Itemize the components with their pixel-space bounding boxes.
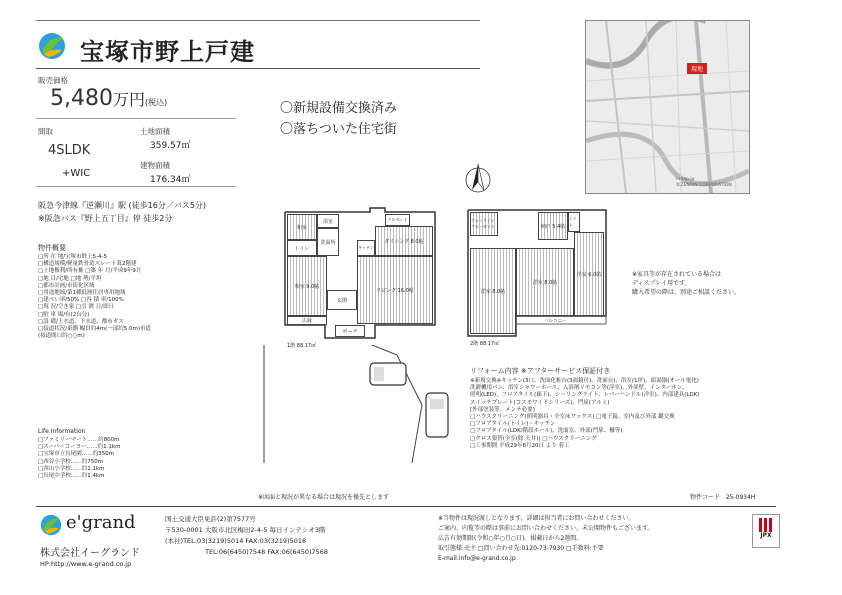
room-1f-living: リビング 16.0帖	[357, 256, 433, 324]
overview-heading: 物件概要	[38, 244, 66, 252]
overview-list	[38, 254, 268, 340]
reform-line: [外部塗装等、メンテ必要]	[470, 406, 535, 413]
doc-code-value: 25-0934H	[725, 494, 756, 501]
room-2f-toilet: トイレ	[568, 212, 580, 232]
site-plan	[262, 345, 462, 465]
doc-code	[690, 494, 755, 501]
life-info-item: □西山小学校……約1.1km	[38, 465, 105, 472]
overview-row: □構造規模/軽量鉄骨造スレート葺2階建	[38, 261, 137, 268]
logo-icon	[38, 32, 66, 60]
jpx-badge	[752, 514, 780, 548]
page-title: 宝塚市野上戸建	[80, 38, 255, 66]
life-info-item: □西谷小学校……約750m	[38, 458, 104, 465]
room-1f-closet: クロゼット	[385, 214, 410, 226]
balcony-label: バルコニー	[544, 319, 567, 324]
company-license: 国土交通大臣免許(2)第7577号	[165, 515, 256, 523]
map-marker: 現地	[687, 63, 707, 74]
highlight-1: 〇新規設備交換済み	[280, 101, 398, 116]
map-credit-site: i-map.jp	[676, 177, 695, 182]
price-value: 5,480	[50, 86, 113, 111]
overview-row: □駐 車 場/有(2台分)	[38, 311, 90, 318]
room-1f-porch: ポーチ	[335, 325, 365, 337]
highlight-2: 〇落ちついた住宅街	[280, 122, 397, 137]
reform-line: ※新規交換※キッチン(3口、洗面化粧台(3面鏡付)、洗面台)、浴室(1坪)、給湯器(オール電化)	[470, 378, 699, 384]
access-bus: ※阪急バス『野上五丁目』停 徒歩2分	[38, 214, 173, 223]
room-1f-toilet: トイレ	[287, 240, 317, 256]
title-topline	[36, 20, 480, 21]
layout-extra: +WIC	[62, 168, 91, 179]
reform-line: □フロアタイル(LDK/階段ホール)、洗面室、外部(門扉、柵等)	[470, 428, 623, 435]
jpx-label: JPX	[760, 532, 772, 539]
room-1f-kitchen: キッチン	[357, 240, 375, 256]
footer-note: ※当物件は現況渡しとなります。詳細は担当者にお問い合わせください。	[438, 515, 635, 522]
floorplan-note: ※家具等が存在されている場合は ディスプレイ用です。 購入希望の際は、別途ご相談ください。	[632, 271, 741, 296]
floorplan-2f-label: 2階 88.17㎡	[470, 341, 500, 347]
site-plan-drawing	[262, 345, 462, 465]
doc-code-label: 物件コード	[690, 494, 721, 501]
room-2f-wic: ウォークインクローゼット	[470, 212, 498, 236]
jpx-icon	[759, 518, 773, 532]
building-area-label: 建物面積	[140, 161, 170, 170]
room-2f-western-3: 洋室 6.0帖	[574, 232, 604, 316]
footer-notes	[438, 514, 738, 564]
price-tax: (税込)	[145, 98, 168, 107]
life-info-list	[38, 437, 138, 480]
floorplan-2f	[466, 208, 626, 348]
overview-row: □地 目/宅地 □地 勢/平坦	[38, 275, 102, 282]
life-info-item: □宝塚市立長尾園……約350m	[38, 451, 115, 458]
room-1f-engawa: 広縁	[287, 316, 327, 325]
overview-row: □接道状況/東側 幅員約4m(一部約5.0m)市道	[38, 326, 152, 333]
price	[50, 86, 167, 111]
layout-label: 間取	[38, 127, 53, 136]
building-area-value: 176.34㎡	[150, 175, 191, 185]
reform-line: □フロアタイル(トイレ)・キッチン	[470, 421, 556, 428]
land-area-label: 土地面積	[140, 127, 170, 136]
company-branch: TEL:06(6450)7548 FAX:06(6450)7568	[205, 548, 329, 556]
overview-row: □現 況/空き家 □引 渡 日/即日	[38, 304, 115, 311]
life-info-item: □スーパーコーヨー……約1.1km	[38, 444, 121, 451]
reform-line: 洗濯機用パン、浴室シャワーホース、入浴剤リモコン等(洋室)、外部壁、インターホン、	[470, 385, 688, 392]
overview-row: □所 在 地/宝塚市野上5-4-5	[38, 254, 108, 260]
map-credit: ©ZENRIN CORPORATION	[676, 183, 732, 188]
layout-value: 4SLDK	[48, 143, 91, 158]
overview-row: □都市計画/市街化区域	[38, 282, 95, 289]
company-logo-icon	[40, 514, 62, 536]
reform-line: □工事期間 平成29年6月20日 より 着工	[470, 442, 570, 449]
room-2f-western-1: 洋室 8.0帖	[470, 248, 516, 334]
footer-note: 取引態様:売主 □問い合わせ先:0120-73-7930 □手数料:不要	[438, 545, 604, 552]
access-station: 阪急今津線『逆瀬川』駅 (徒歩16分／バス5分)	[38, 201, 207, 210]
overview-row: □設 備/上水道、下水道、都市ガス	[38, 318, 124, 325]
reform-heading: リフォーム内容 ※アフターサービス保証付き	[470, 367, 611, 375]
area-divider	[36, 186, 236, 187]
room-1f-dining: ダイニング 8.0帖	[375, 226, 433, 256]
life-info-item: □ファミリーマート……約800m	[38, 437, 120, 443]
company-address: 〒530-0001 大阪市北区梅田2-4-5 毎日インテシオ3階	[165, 526, 326, 534]
floorplan-disclaimer: ※図面と現況が異なる場合は現況を優先とします	[258, 494, 390, 501]
reform-line: 照明(LED)、フロアタイル(廊下)、シーリングライト、レバーハンドル(洋室)、内部建具(LDK)	[470, 392, 700, 399]
overview-row: □土地権利/所有権 □築 年 月/平成9年9月	[38, 268, 142, 275]
company-brand: e'grand	[66, 512, 136, 533]
overview-row: (接道間口約○○m)	[38, 333, 85, 340]
room-1f-washitsu-9: 和室 9.0帖	[287, 256, 327, 316]
footer-note: ご案内、内覧等の際は事前にお問い合わせください。未公開物件もございます。	[438, 525, 654, 532]
floorplan-1f	[265, 190, 455, 349]
footer-note: E-mail:info@e-grand.co.jp	[438, 555, 516, 562]
footer-note: 広告有効期限(令和○年○月○日)。掲載日から2週間。	[438, 535, 583, 542]
company-url[interactable]: HP:http://www.e-grand.co.jp	[40, 560, 132, 568]
map-roads	[586, 21, 749, 193]
title-underline	[36, 68, 480, 69]
reform-line: □クロス張替(全室(除 天井)) □ハウスクリーニング	[470, 435, 597, 442]
room-1f-bath: 浴室	[317, 214, 339, 228]
life-info-item: □長尾中学校……約1.4km	[38, 473, 105, 480]
price-divider	[36, 118, 236, 119]
reform-line: スイッチプレート(コスモワイドシリーズ)、門扉(アルミ)	[470, 399, 610, 406]
north-arrow-icon	[464, 160, 492, 198]
room-1f-washroom: 洗面所	[317, 228, 339, 256]
floorplan-1f-label: 1階 88.17㎡	[287, 343, 317, 349]
room-1f-entrance: 玄関	[327, 290, 357, 310]
life-info-heading: Life Information	[38, 428, 86, 435]
land-area-value: 359.57㎡	[150, 141, 191, 151]
room-2f-nando: 納戸 5.4帖	[538, 212, 568, 240]
room-1f-washitsu: 和室	[287, 214, 317, 240]
location-map	[585, 20, 750, 194]
overview-row: □用途地域/第1種低層住居専用地域	[38, 290, 126, 297]
reform-list	[470, 378, 770, 450]
price-label: 販売価格	[38, 76, 68, 85]
room-2f-western-2: 洋室 8.0帖	[516, 248, 574, 316]
price-unit: 万円	[112, 90, 145, 109]
company-name: 株式会社イーグランド	[40, 548, 140, 559]
reform-line: □ハウスクリーニング(照明器具・全室床ワックス) □電子錠、室内及び外部 鍵交換	[470, 414, 675, 421]
footer-divider	[36, 506, 776, 507]
company-head-office: (本社)TEL:03(3219)5014 FAX:03(3219)5018	[165, 537, 307, 545]
overview-row: □建ぺい率/50% □容 積 率/100%	[38, 297, 124, 304]
